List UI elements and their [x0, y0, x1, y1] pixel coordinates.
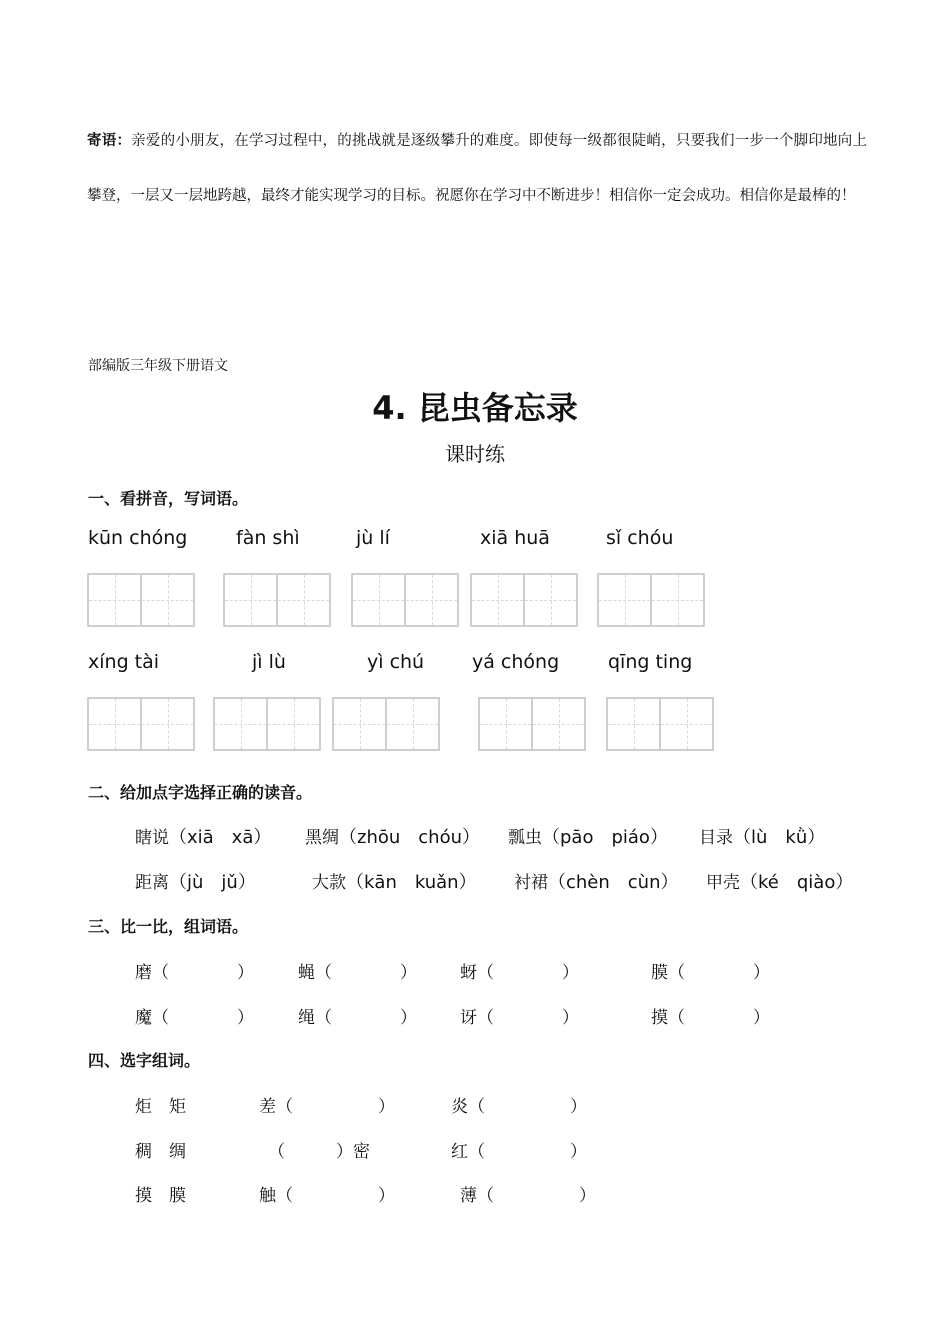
reading-word: 距离 [135, 873, 169, 893]
pinyin-10: qīng ting [608, 651, 693, 673]
choice-blank[interactable]: 薄（ ） [460, 1186, 596, 1206]
writing-grid[interactable] [470, 573, 578, 627]
choice-chars: 稠 绸 [135, 1142, 186, 1162]
writing-grid[interactable] [87, 697, 195, 751]
writing-grid[interactable] [213, 697, 321, 751]
choice-chars: 摸 膜 [135, 1186, 186, 1206]
choice-blank[interactable]: 红（ ） [451, 1142, 587, 1162]
compare-item[interactable]: 膜（ ） [651, 963, 770, 983]
section1-heading: 一、看拼音，写词语。 [88, 489, 249, 508]
reading-word: 瞎说 [135, 828, 169, 848]
reading-options[interactable]: （jù jǔ） [169, 872, 256, 893]
pinyin-4: xiā huā [480, 527, 550, 549]
reading-word: 目录 [699, 828, 733, 848]
reading-item [305, 823, 480, 849]
pinyin-5: sǐ chóu [606, 527, 674, 549]
reading-word: 黑绸 [305, 828, 339, 848]
choice-blank[interactable]: 触（ ） [259, 1186, 395, 1206]
pinyin-9: yá chóng [472, 651, 560, 673]
writing-grid[interactable] [223, 573, 331, 627]
writing-grid[interactable] [87, 573, 195, 627]
pinyin-6: xíng tài [88, 651, 160, 673]
reading-options[interactable]: （kān kuǎn） [346, 872, 477, 893]
writing-grid[interactable] [351, 573, 459, 627]
reading-options[interactable]: （xiā xā） [169, 827, 272, 848]
reading-item [135, 868, 256, 894]
choice-blank[interactable]: 炎（ ） [451, 1097, 587, 1117]
compare-item[interactable]: 蚜（ ） [460, 963, 579, 983]
reading-item [514, 868, 679, 894]
pinyin-7: jì lù [252, 651, 286, 673]
pinyin-1: kūn chóng [88, 527, 188, 549]
section4-heading: 四、选字组词。 [88, 1051, 201, 1070]
reading-item [508, 823, 668, 849]
section3-heading: 三、比一比，组词语。 [88, 917, 249, 936]
pinyin-3: jù lí [356, 527, 390, 549]
reading-word: 衬裙 [514, 873, 548, 893]
writing-grid[interactable] [597, 573, 705, 627]
reading-options[interactable]: （pāo piáo） [542, 827, 668, 848]
pinyin-2: fàn shì [236, 527, 300, 549]
reading-word: 大款 [312, 873, 346, 893]
reading-word: 瓢虫 [508, 828, 542, 848]
writing-grid[interactable] [332, 697, 440, 751]
compare-item[interactable]: 磨（ ） [135, 963, 254, 983]
textbook-label: 部编版三年级下册语文 [88, 358, 228, 374]
compare-item[interactable]: 绳（ ） [298, 1008, 417, 1028]
reading-item [135, 823, 271, 849]
reading-options[interactable]: （ké qiào） [740, 872, 854, 893]
compare-item[interactable]: 摸（ ） [651, 1008, 770, 1028]
reading-options[interactable]: （zhōu chóu） [339, 827, 481, 848]
compare-item[interactable]: 讶（ ） [460, 1008, 579, 1028]
writing-grid[interactable] [606, 697, 714, 751]
reading-item [706, 868, 853, 894]
pinyin-8: yì chú [367, 651, 425, 673]
page-title: 4. 昆虫备忘录 [372, 389, 578, 427]
section2-heading: 二、给加点字选择正确的读音。 [88, 783, 313, 802]
reading-options[interactable]: （lù kǜ） [733, 827, 826, 848]
page-subtitle: 课时练 [445, 442, 505, 466]
encouragement-message [87, 113, 867, 224]
reading-word: 甲壳 [706, 873, 740, 893]
compare-item[interactable]: 蝇（ ） [298, 963, 417, 983]
choice-blank[interactable]: 差（ ） [259, 1097, 395, 1117]
reading-item [699, 823, 825, 849]
choice-chars: 炬 矩 [135, 1097, 186, 1117]
writing-grid[interactable] [478, 697, 586, 751]
message-text: 亲爱的小朋友，在学习过程中，的挑战就是逐级攀升的难度。即使每一级都很陡峭，只要我们一步一个脚印地向上攀登，一层又一层地跨越，最终才能实现学习的目标。祝愿你在学习中不断进步！相信你一定会成功。相信你是最棒的！ [87, 133, 868, 204]
compare-item[interactable]: 魔（ ） [135, 1008, 254, 1028]
message-label: 寄语： [87, 132, 132, 149]
reading-options[interactable]: （chèn cùn） [548, 872, 679, 893]
choice-blank[interactable]: （ ）密 [268, 1142, 370, 1162]
reading-item [312, 868, 477, 894]
